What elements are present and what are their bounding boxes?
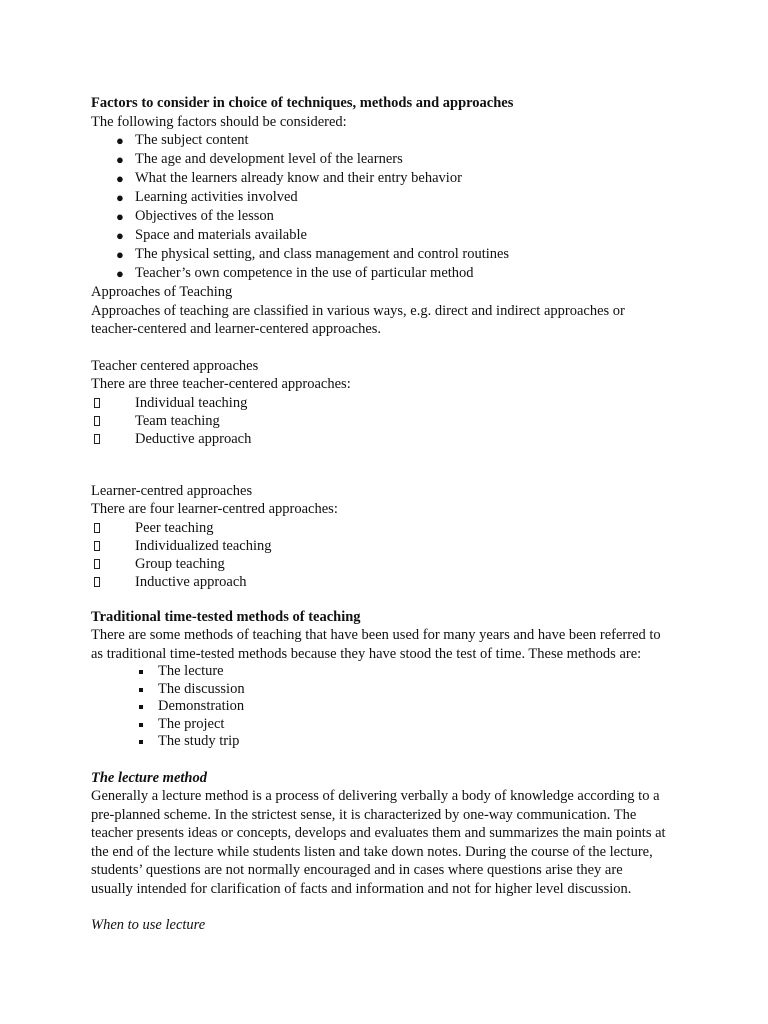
list-item: The project	[91, 716, 681, 734]
list-item: ● Objectives of the lesson	[116, 208, 274, 224]
list-item: Group teaching	[91, 555, 681, 573]
list-item: Individual teaching	[91, 394, 681, 412]
lecture-line-3: teacher presents ideas or concepts, develops and evaluates them and summarizes the main points at	[91, 825, 666, 841]
list-item: The study trip	[91, 733, 681, 751]
square-bullet-icon	[139, 670, 143, 674]
document-page	[91, 94, 681, 935]
list-item: ● What the learners already know and their entry behavior	[116, 170, 462, 186]
list-item: ● The age and development level of the learners	[116, 151, 403, 167]
lecture-line-6: usually intended for clarification of facts and information and not for higher level discussion.	[91, 880, 632, 897]
list-item: ● The subject content	[116, 132, 249, 148]
when-to-use-heading: When to use lecture	[91, 917, 206, 933]
missing-glyph-icon	[94, 541, 100, 551]
approaches-heading: Approaches of Teaching	[91, 284, 233, 300]
spacer	[91, 751, 681, 769]
traditional-line-2: as traditional time-tested methods because they have stood the test of time. These methods are:	[91, 645, 642, 662]
spacer	[91, 898, 681, 916]
bullet-icon: ●	[116, 152, 124, 167]
list-item: Peer teaching	[91, 519, 681, 537]
missing-glyph-icon	[94, 416, 100, 426]
list-item: Individualized teaching	[91, 537, 681, 555]
factors-list	[91, 131, 681, 283]
traditional-list	[91, 663, 681, 751]
missing-glyph-icon	[94, 434, 100, 444]
lecture-line-1: Generally a lecture method is a process of delivering verbally a body of knowledge according to a	[91, 788, 660, 804]
list-item: ● Space and materials available	[116, 227, 307, 243]
learner-centred-intro: There are four learner-centred approaches:	[91, 501, 338, 517]
missing-glyph-icon	[94, 577, 100, 587]
spacer	[91, 591, 681, 608]
list-item: Deductive approach	[91, 430, 681, 448]
lecture-line-5: students’ questions are not normally encouraged and in cases where questions arise they are	[91, 862, 623, 878]
lecture-line-2: pre-planned scheme. In the strictest sense, it is characterized by one-way communication. The	[91, 806, 637, 823]
lecture-line-4: the end of the lecture while students listen and take down notes. During the course of the lecture,	[91, 843, 653, 860]
bullet-icon: ●	[116, 209, 124, 224]
traditional-heading: Traditional time-tested methods of teaching	[91, 608, 361, 625]
list-item: ● Teacher’s own competence in the use of particular method	[116, 265, 474, 281]
traditional-line-1: There are some methods of teaching that have been used for many years and have been referred to	[91, 627, 661, 643]
square-bullet-icon	[139, 740, 143, 744]
approaches-line-2: teacher-centered and learner-centered approaches.	[91, 321, 382, 337]
list-item: ● The physical setting, and class management and control routines	[116, 246, 510, 262]
missing-glyph-icon	[94, 559, 100, 569]
list-item: The discussion	[91, 681, 681, 699]
list-item: Inductive approach	[91, 573, 681, 591]
missing-glyph-icon	[94, 523, 100, 533]
teacher-centered-intro: There are three teacher-centered approaches:	[91, 376, 351, 392]
square-bullet-icon	[139, 688, 143, 692]
learner-centred-list	[91, 519, 681, 591]
bullet-icon: ●	[116, 171, 124, 186]
square-bullet-icon	[139, 723, 143, 727]
list-item: The lecture	[91, 663, 681, 681]
missing-glyph-icon	[94, 398, 100, 408]
bullet-icon: ●	[116, 228, 124, 243]
spacer	[91, 448, 681, 482]
teacher-centered-list	[91, 394, 681, 448]
list-item: ● Learning activities involved	[116, 189, 298, 205]
bullet-icon: ●	[116, 247, 124, 262]
bullet-icon: ●	[116, 133, 124, 148]
bullet-icon: ●	[116, 266, 124, 281]
lecture-heading: The lecture method	[91, 769, 207, 786]
square-bullet-icon	[139, 705, 143, 709]
spacer	[91, 339, 681, 357]
bullet-icon: ●	[116, 190, 124, 205]
list-item: Team teaching	[91, 412, 681, 430]
teacher-centered-heading: Teacher centered approaches	[91, 357, 259, 374]
list-item: Demonstration	[91, 698, 681, 716]
approaches-line-1: Approaches of teaching are classified in various ways, e.g. direct and indirect approaches or	[91, 302, 625, 319]
factors-intro: The following factors should be considered:	[91, 113, 347, 130]
learner-centred-heading: Learner-centred approaches	[91, 482, 253, 499]
factors-heading: Factors to consider in choice of techniques, methods and approaches	[91, 95, 514, 111]
